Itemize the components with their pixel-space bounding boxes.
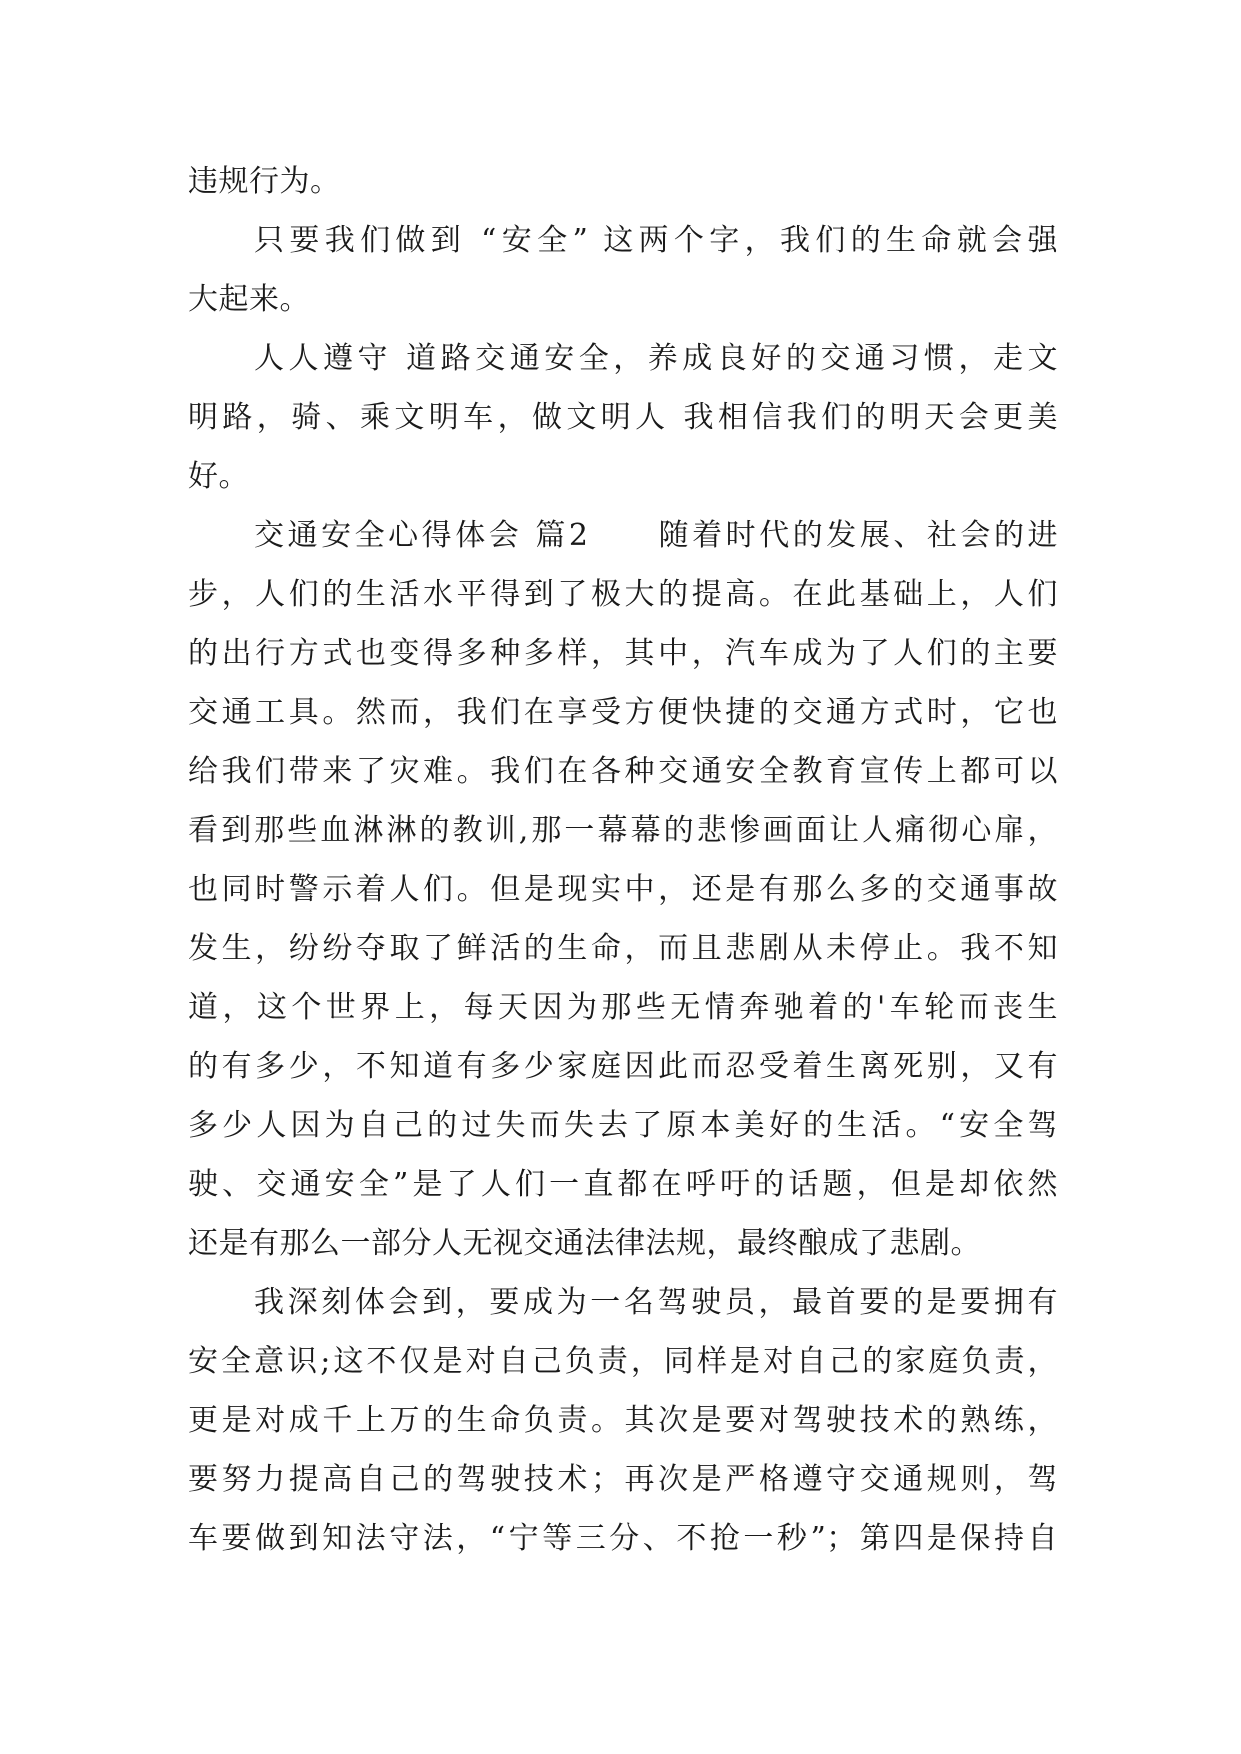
text-line: 车要做到知法守法，“宁等三分、不抢一秒”；第四是保持自 (188, 1521, 1058, 1556)
text-line: 多少人因为自己的过失而失去了原本美好的生活。“安全驾 (188, 1108, 1058, 1143)
text-line: 我深刻体会到，要成为一名驾驶员，最首要的是要拥有 (254, 1285, 1058, 1320)
text-line: 步，人们的生活水平得到了极大的提高。在此基础上，人们 (188, 577, 1058, 612)
text-line: 明路，骑、乘文明车，做文明人 我相信我们的明天会更美 (188, 400, 1058, 435)
text-line: 要努力提高自己的驾驶技术；再次是严格遵守交通规则，驾 (188, 1462, 1058, 1497)
text-line: 发生，纷纷夺取了鲜活的生命，而且悲剧从未停止。我不知 (188, 931, 1058, 966)
text-line: 更是对成千上万的生命负责。其次是要对驾驶技术的熟练， (188, 1403, 1058, 1438)
text-line: 只要我们做到 “安全” 这两个字，我们的生命就会强 (254, 223, 1058, 258)
text-line: 给我们带来了灾难。我们在各种交通安全教育宣传上都可以 (188, 754, 1058, 789)
text-line: 看到那些血淋淋的教训,那一幕幕的悲惨画面让人痛彻心扉， (188, 813, 1058, 848)
text-line: 交通安全心得体会 篇2 随着时代的发展、社会的进 (254, 518, 1058, 553)
text-line: 安全意识;这不仅是对自己负责，同样是对自己的家庭负责， (188, 1344, 1058, 1379)
text-line: 违规行为。 (188, 164, 341, 199)
text-line: 道，这个世界上，每天因为那些无情奔驰着的'车轮而丧生 (188, 990, 1058, 1025)
text-line: 的有多少，不知道有多少家庭因此而忍受着生离死别，又有 (188, 1049, 1058, 1084)
text-line: 的出行方式也变得多种多样，其中，汽车成为了人们的主要 (188, 636, 1058, 671)
text-line: 人人遵守 道路交通安全，养成良好的交通习惯，走文 (254, 341, 1058, 376)
text-line: 交通工具。然而，我们在享受方便快捷的交通方式时，它也 (188, 695, 1058, 730)
text-line: 也同时警示着人们。但是现实中，还是有那么多的交通事故 (188, 872, 1058, 907)
text-line: 驶、交通安全”是了人们一直都在呼吁的话题，但是却依然 (188, 1167, 1058, 1202)
text-line: 大起来。 (188, 282, 310, 317)
document-page (188, 152, 1058, 1568)
text-line: 好。 (188, 459, 249, 494)
text-line: 还是有那么一部分人无视交通法律法规，最终酿成了悲剧。 (188, 1226, 981, 1261)
